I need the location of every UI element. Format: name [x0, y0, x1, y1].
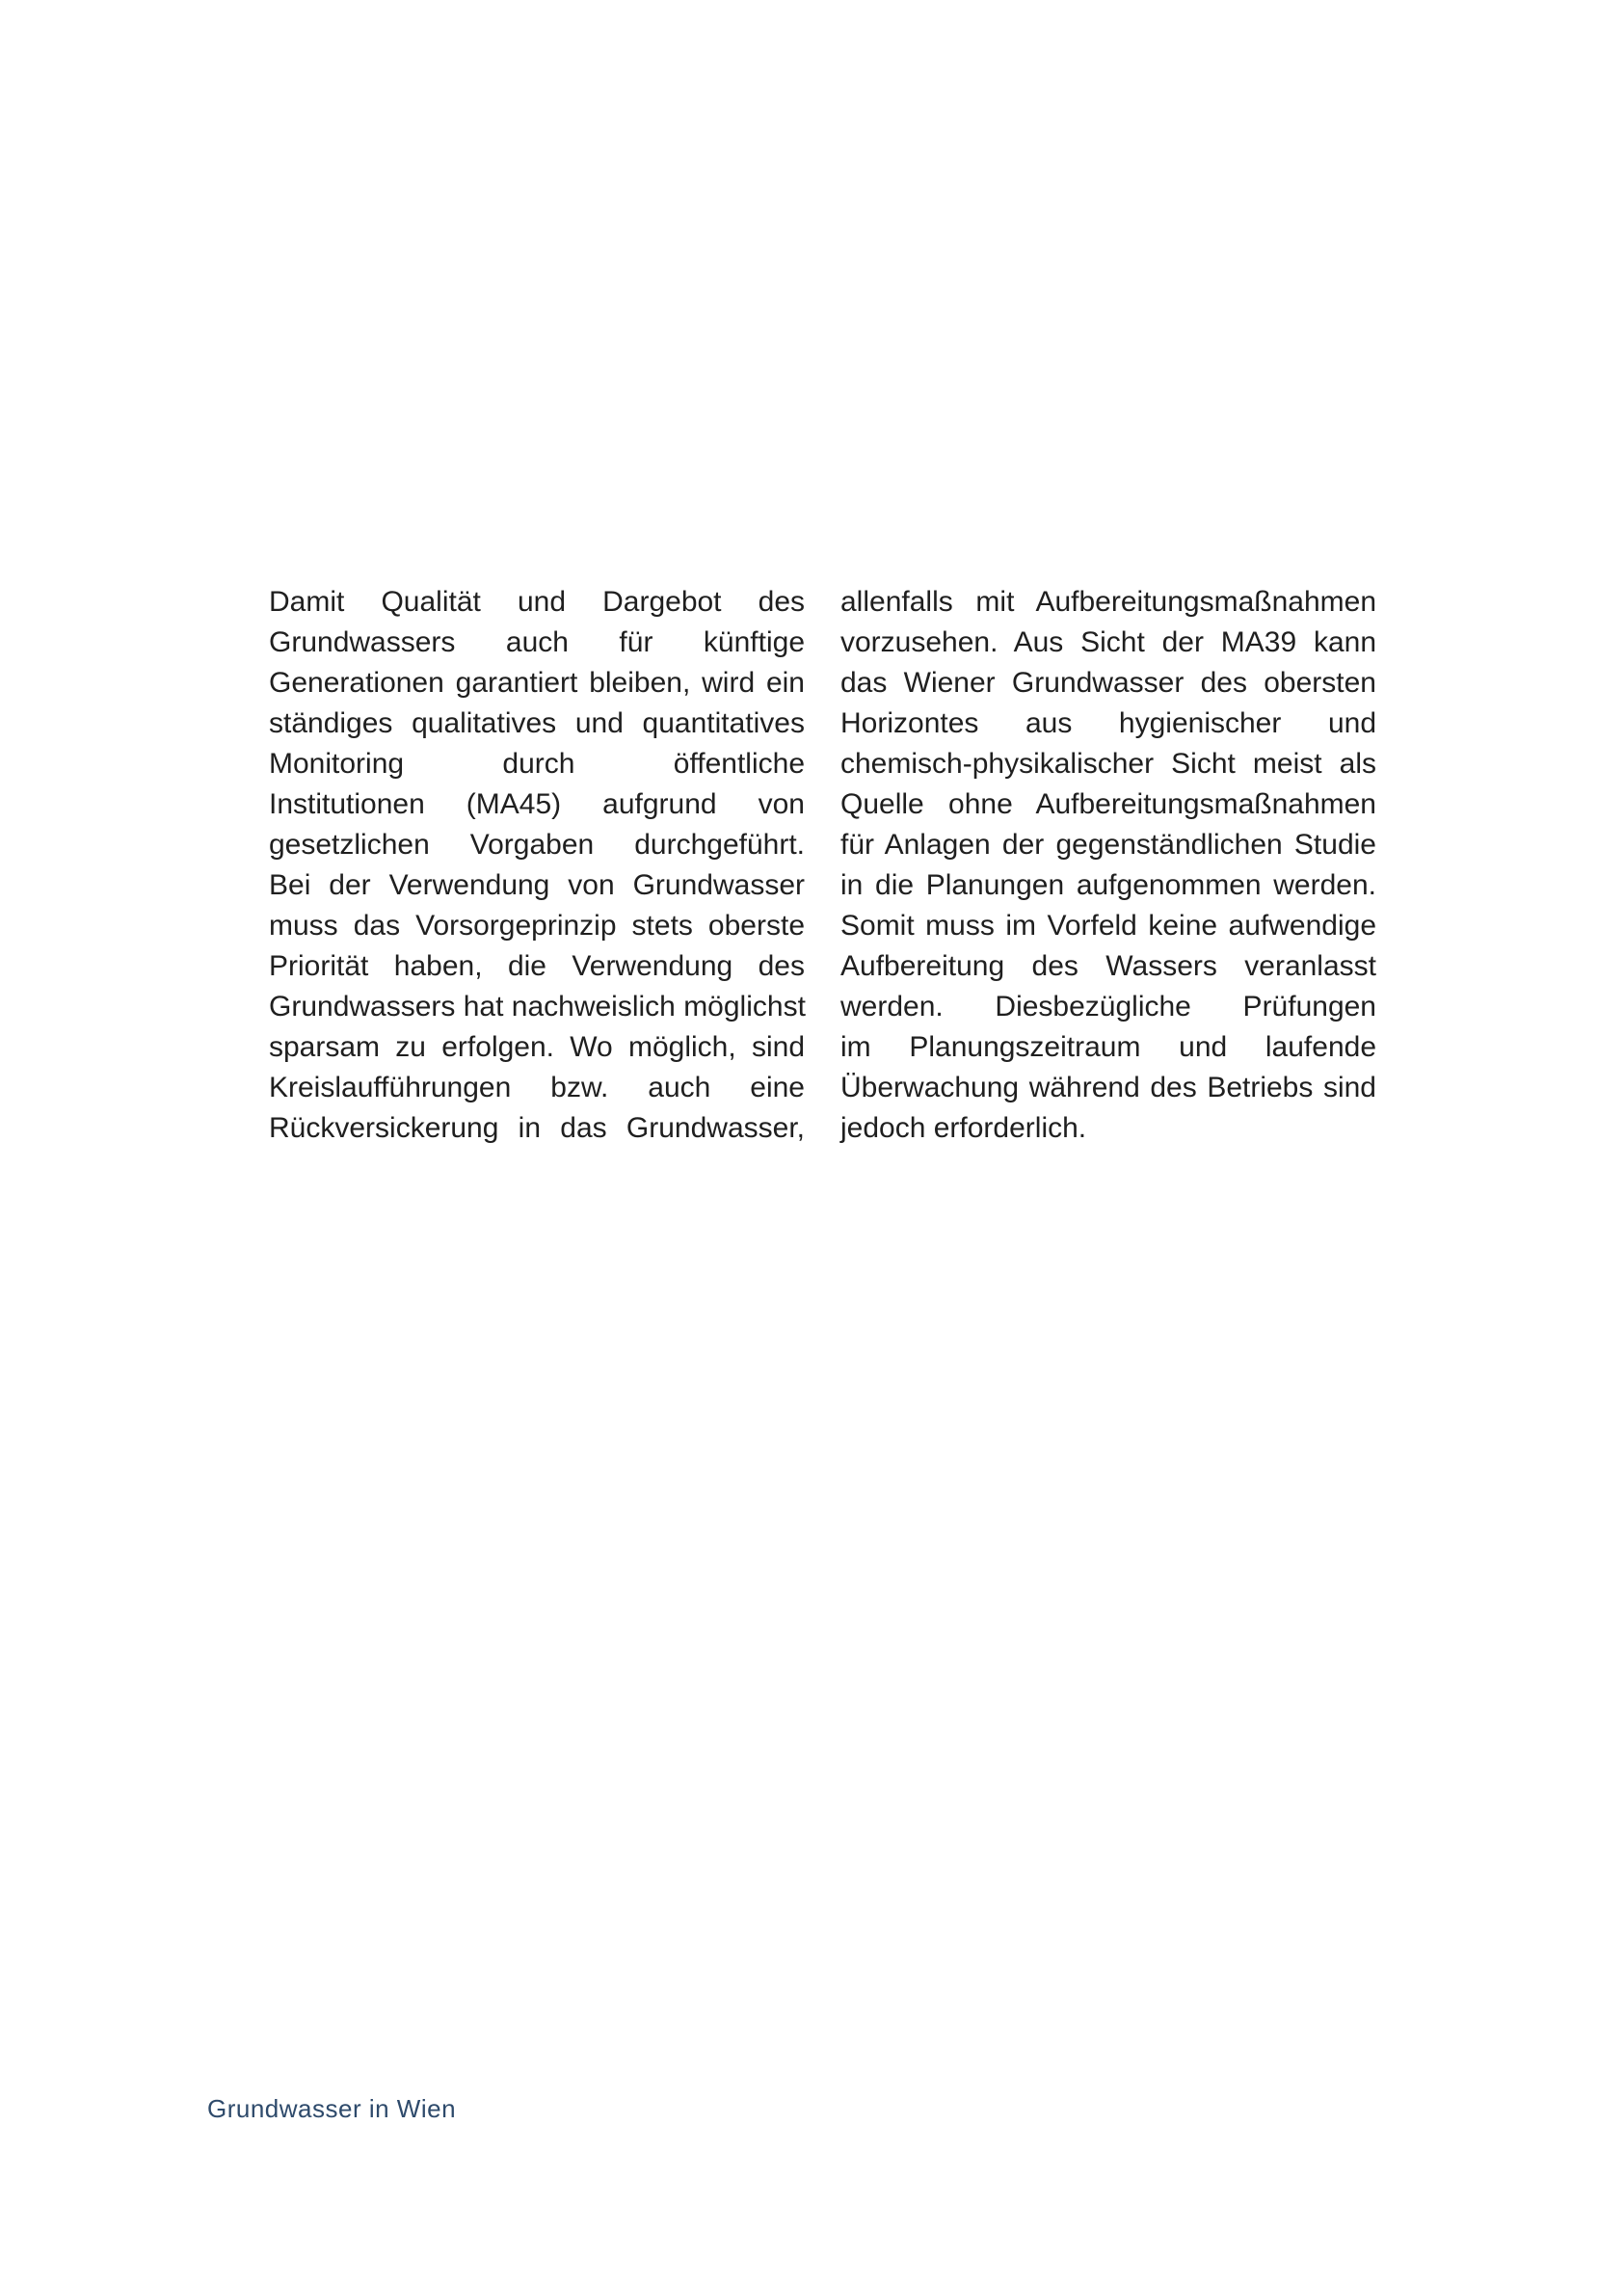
text-line: gesetzlichen Vorgaben durchgeführt.	[269, 829, 805, 861]
footer-title: Grundwasser in Wien	[207, 2094, 457, 2123]
text-line: für Anlagen der gegenständlichen Studie	[840, 829, 1376, 861]
text-line: jedoch erforderlich.	[840, 1112, 1087, 1144]
text-line: Damit Qualität und Dargebot des	[269, 586, 805, 618]
text-line: allenfalls mit Aufbereitungsmaßnahmen	[840, 586, 1376, 618]
text-line: Grundwassers hat nachweislich möglichst	[269, 991, 806, 1022]
text-line: Monitoring durch öffentliche	[269, 748, 805, 780]
text-line: muss das Vorsorgeprinzip stets oberste	[269, 910, 805, 942]
text-line: Quelle ohne Aufbereitungsmaßnahmen	[840, 788, 1376, 820]
text-line: Generationen garantiert bleiben, wird ein	[269, 667, 805, 699]
text-line: das Wiener Grundwasser des obersten	[840, 667, 1376, 699]
text-line: Kreislaufführungen bzw. auch eine	[269, 1072, 805, 1103]
text-line: vorzusehen. Aus Sicht der MA39 kann	[840, 626, 1376, 658]
text-column-left	[269, 582, 805, 1149]
text-line: Grundwassers auch für künftige	[269, 626, 805, 658]
text-line: Überwachung während des Betriebs sind	[840, 1072, 1376, 1103]
text-line: Horizontes aus hygienischer und	[840, 707, 1376, 739]
text-line: Aufbereitung des Wassers veranlasst	[840, 950, 1376, 982]
text-line: in die Planungen aufgenommen werden.	[840, 869, 1376, 901]
text-column-right	[840, 582, 1376, 1149]
text-line: Somit muss im Vorfeld keine aufwendige	[840, 910, 1376, 942]
text-line: Rückversickerung in das Grundwasser,	[269, 1112, 805, 1144]
text-line: ständiges qualitatives und quantitatives	[269, 707, 805, 739]
text-line: Priorität haben, die Verwendung des	[269, 950, 805, 982]
text-line: sparsam zu erfolgen. Wo möglich, sind	[269, 1031, 805, 1063]
text-line: werden. Diesbezügliche Prüfungen	[840, 991, 1376, 1022]
text-line: chemisch-physikalischer Sicht meist als	[840, 748, 1376, 780]
text-line: Bei der Verwendung von Grundwasser	[269, 869, 805, 901]
text-line: Institutionen (MA45) aufgrund von	[269, 788, 805, 820]
text-line: im Planungszeitraum und laufende	[840, 1031, 1376, 1063]
